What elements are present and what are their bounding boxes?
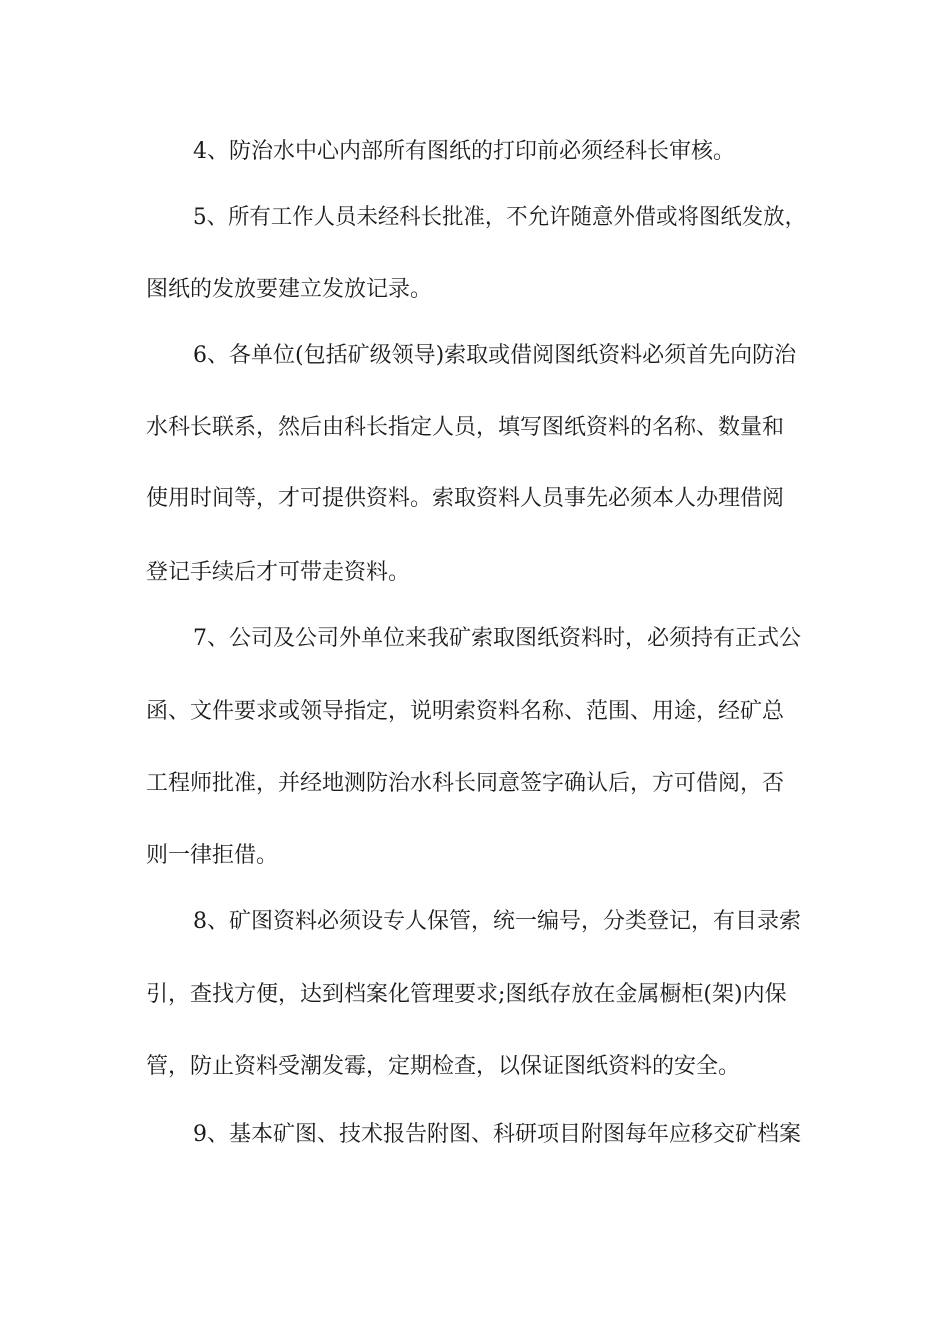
paragraph-7-line-4 bbox=[0, 836, 950, 876]
text-line: 图纸的发放要建立发放记录。 bbox=[146, 277, 433, 302]
text-line: 7、公司及公司外单位来我矿索取图纸资料时，必须持有正式公 bbox=[193, 626, 801, 651]
paragraph-8-line-1 bbox=[0, 902, 950, 942]
text-line: 管，防止资料受潮发霉，定期检查，以保证图纸资料的安全。 bbox=[146, 1054, 741, 1079]
text-line: 登记手续后才可带走资料。 bbox=[146, 560, 411, 585]
paragraph-6-line-2 bbox=[0, 408, 950, 448]
paragraph-5-line-1 bbox=[0, 198, 950, 238]
text-line: 引，查找方便，达到档案化管理要求;图纸存放在金属橱柜(架)内保 bbox=[146, 982, 787, 1007]
text-line: 则一律拒借。 bbox=[146, 843, 279, 868]
text-line: 水科长联系，然后由科长指定人员，填写图纸资料的名称、数量和 bbox=[146, 415, 785, 440]
text-line: 4、防治水中心内部所有图纸的打印前必须经科长审核。 bbox=[193, 139, 735, 164]
paragraph-7-line-1 bbox=[0, 619, 950, 659]
text-line: 工程师批准，并经地测防治水科长同意签字确认后，方可借阅，否 bbox=[146, 771, 785, 796]
paragraph-5-line-2 bbox=[0, 270, 950, 310]
text-line: 6、各单位(包括矿级领导)索取或借阅图纸资料必须首先向防治 bbox=[193, 343, 797, 368]
paragraph-6-line-3 bbox=[0, 479, 950, 519]
paragraph-8-line-2 bbox=[0, 975, 950, 1015]
paragraph-4-line-1 bbox=[0, 132, 950, 172]
text-line: 函、文件要求或领导指定，说明索资料名称、范围、用途，经矿总 bbox=[146, 699, 785, 724]
text-line: 5、所有工作人员未经科长批准，不允许随意外借或将图纸发放， bbox=[193, 205, 806, 230]
paragraph-6-line-1 bbox=[0, 336, 950, 376]
text-line: 8、矿图资料必须设专人保管，统一编号，分类登记，有目录索 bbox=[193, 909, 801, 934]
paragraph-7-line-2 bbox=[0, 692, 950, 732]
paragraph-7-line-3 bbox=[0, 764, 950, 804]
text-line: 使用时间等，才可提供资料。索取资料人员事先必须本人办理借阅 bbox=[146, 486, 785, 511]
text-line: 9、基本矿图、技术报告附图、科研项目附图每年应移交矿档案 bbox=[193, 1122, 801, 1147]
paragraph-6-line-4 bbox=[0, 553, 950, 593]
paragraph-9-line-1 bbox=[0, 1115, 950, 1155]
paragraph-8-line-3 bbox=[0, 1047, 950, 1087]
